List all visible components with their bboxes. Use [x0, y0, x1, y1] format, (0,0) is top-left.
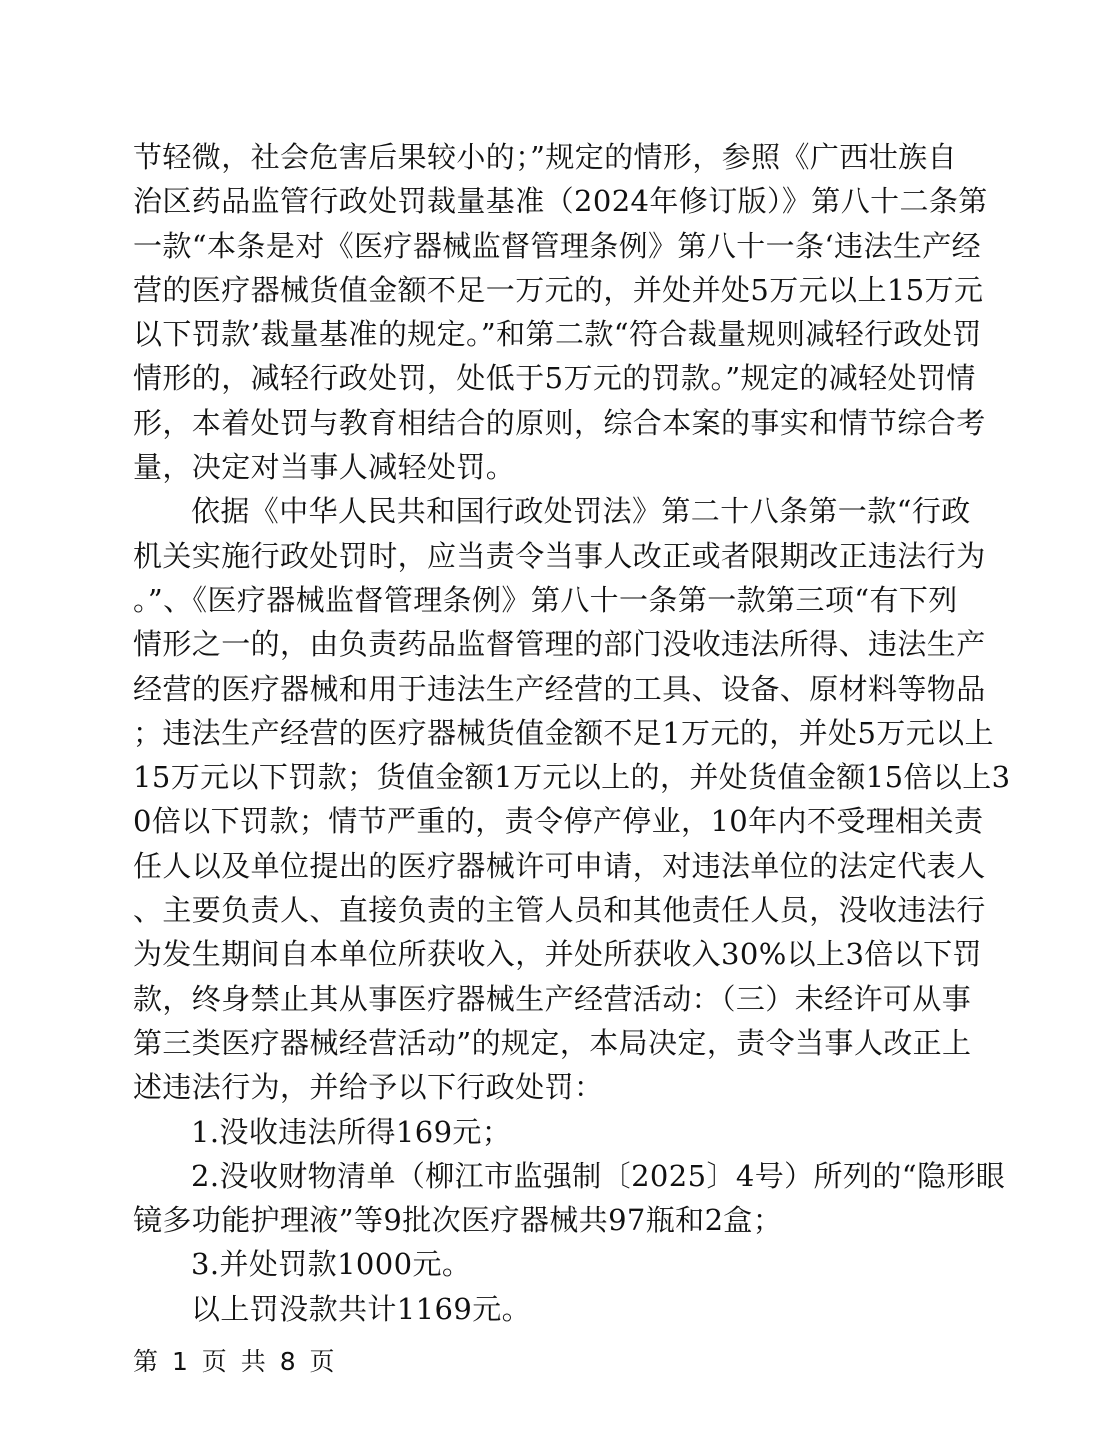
text-line: 为发生期间自本单位所获收入，并处所获收入30%以上3倍以下罚	[133, 937, 982, 972]
text-line: ；违法生产经营的医疗器械货值金额不足1万元的，并处5万元以上	[133, 715, 994, 750]
document-body	[133, 135, 1011, 1331]
penalty-item-2: 2.没收财物清单（柳江市监强制〔2025〕4号）所列的“隐形眼	[191, 1158, 1006, 1193]
text-line: 经营的医疗器械和用于违法生产经营的工具、设备、原材料等物品	[133, 671, 986, 706]
text-line: 以下罚款’裁量基准的规定。”和第二款“符合裁量规则减轻行政处罚	[133, 317, 982, 352]
text-line: 治区药品监管行政处罚裁量基准（2024年修订版）》第八十二条第	[133, 184, 988, 219]
text-line: 量，决定对当事人减轻处罚。	[133, 450, 516, 485]
text-line: 0倍以下罚款；情节严重的，责令停产停业，10年内不受理相关责	[133, 804, 984, 839]
text-line: 机关实施行政处罚时，应当责令当事人改正或者限期改正违法行为	[133, 538, 986, 573]
text-line: 任人以及单位提出的医疗器械许可申请，对违法单位的法定代表人	[133, 848, 986, 883]
text-line: 镜多功能护理液”等9批次医疗器械共97瓶和2盒；	[133, 1203, 783, 1238]
penalty-item-1: 1.没收违法所得169元；	[191, 1114, 512, 1149]
text-line: 。”、《医疗器械监督管理条例》第八十一条第一款第三项“有下列	[133, 582, 958, 617]
text-line: 一款“本条是对《医疗器械监督管理条例》第八十一条‘违法生产经	[133, 228, 982, 263]
text-line: 、主要负责人、直接负责的主管人员和其他责任人员，没收违法行	[133, 893, 986, 928]
text-line: 营的医疗器械货值金额不足一万元的，并处并处5万元以上15万元	[133, 272, 984, 307]
text-line: 述违法行为，并给予以下行政处罚：	[133, 1070, 604, 1105]
penalty-item-3: 3.并处罚款1000元。	[191, 1247, 472, 1282]
text-line: 节轻微，社会危害后果较小的；”规定的情形，参照《广西壮族自	[133, 140, 957, 174]
text-line: 情形之一的，由负责药品监督管理的部门没收违法所得、违法生产	[133, 627, 986, 662]
text-line: 形，本着处罚与教育相结合的原则，综合本案的事实和情节综合考	[133, 405, 986, 440]
paragraph-start-line: 依据《中华人民共和国行政处罚法》第二十八条第一款“行政	[191, 494, 971, 529]
penalty-total: 以上罚没款共计1169元。	[191, 1291, 532, 1326]
text-line: 第三类医疗器械经营活动”的规定，本局决定，责令当事人改正上	[133, 1025, 972, 1060]
text-line: 款，终身禁止其从事医疗器械生产经营活动：（三）未经许可从事	[133, 981, 972, 1016]
page-number-footer: 第 1 页 共 8 页	[133, 1347, 338, 1376]
text-line: 情形的，减轻行政处罚，处低于5万元的罚款。”规定的减轻处罚情	[133, 361, 976, 396]
text-line: 15万元以下罚款；货值金额1万元以上的，并处货值金额15倍以上3	[133, 760, 1011, 795]
